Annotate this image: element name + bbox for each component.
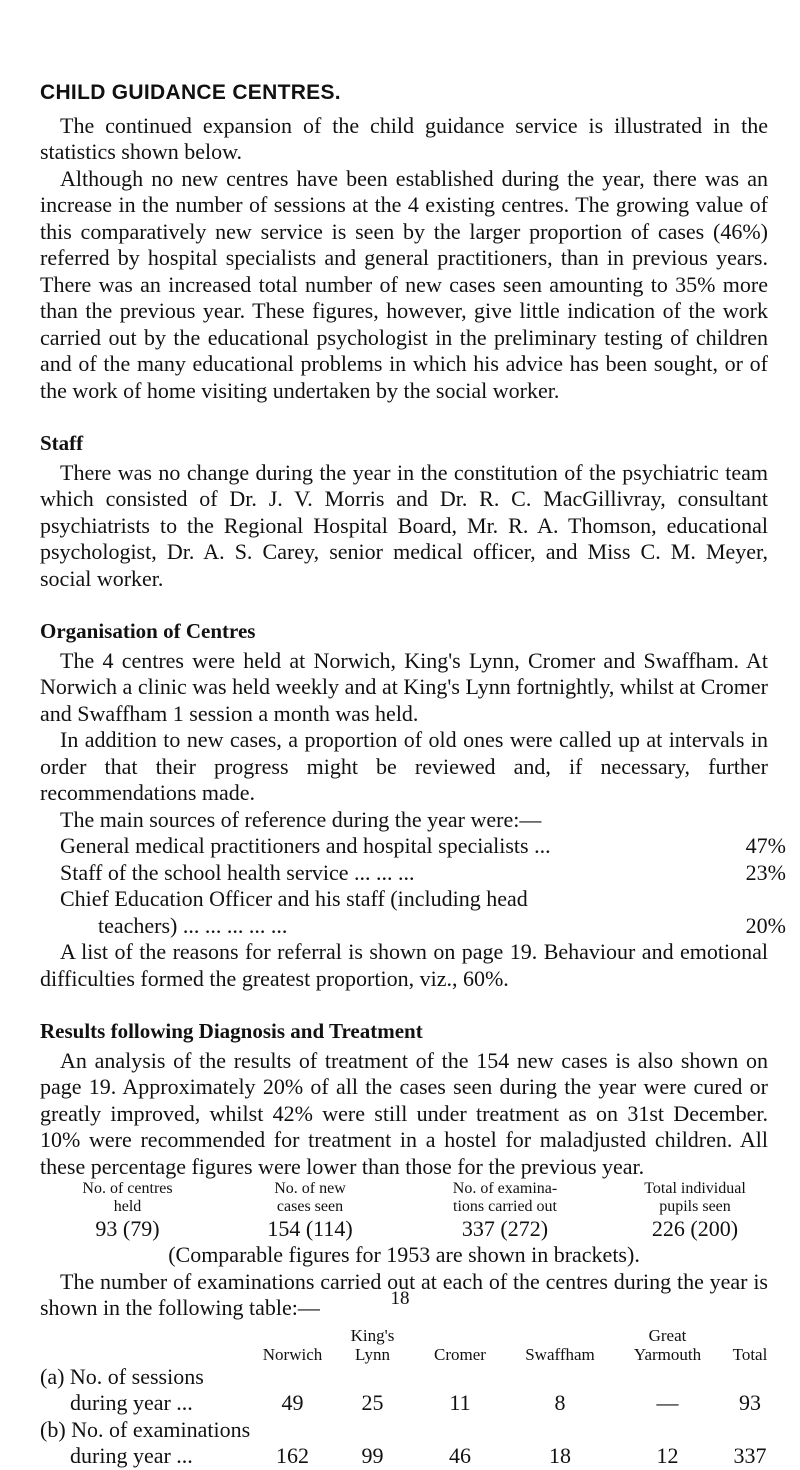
count-header: No. of new cases seen bbox=[274, 1180, 346, 1215]
source-pct: 20% bbox=[745, 912, 786, 938]
table-cell: 162 bbox=[276, 1443, 309, 1468]
row-label: (b) No. of examinations bbox=[40, 1416, 251, 1442]
organisation-heading: Organisation of Centres bbox=[40, 619, 256, 643]
table-cell: 12 bbox=[656, 1443, 679, 1468]
comparison-note: (Comparable figures for 1953 are shown in brackets). bbox=[168, 1242, 640, 1267]
results-heading: Results following Diagnosis and Treatment bbox=[40, 1019, 423, 1043]
table-header-cell: Total bbox=[732, 1344, 768, 1364]
table-row bbox=[40, 1390, 780, 1417]
table-row bbox=[40, 1364, 780, 1391]
table-header-cell: Cromer bbox=[434, 1344, 486, 1364]
table-header-cell: Norwich bbox=[262, 1344, 323, 1364]
source-pct: 47% bbox=[745, 833, 786, 858]
table-row bbox=[40, 1443, 780, 1470]
intro-paragraph-2: Although no new centres have been established during the year, there was an increase in the number of sessions at the 4 existing centres. The growing value of this comparatively new service is seen by the larger proportion of cases (46%) referred by hospital specialists and general practitioners, than in previous years. There was an increased total number of new cases seen amounting to 35% more than the previous year. These figures, however, give little indication of the work carried out by the educational psychologist in the preliminary testing of children and of the many educational problems in which his advice has been sought, or of the work of home visiting undertaken by the social worker. bbox=[40, 165, 768, 403]
table-row bbox=[40, 1417, 780, 1444]
table-cell: 18 bbox=[549, 1443, 571, 1468]
source-label: Staff of the school health service ... ... ... bbox=[60, 859, 415, 885]
table-header-cell: Swaffham bbox=[525, 1344, 595, 1364]
count-value: 154 (114) bbox=[267, 1216, 353, 1241]
organisation-paragraph-2: In addition to new cases, a proportion of old ones were called up at intervals in order that their progress might be reviewed and, if necessary, further recommendations made. bbox=[40, 727, 768, 805]
count-value: 337 (272) bbox=[461, 1216, 549, 1241]
row-label: during year ... bbox=[70, 1443, 193, 1468]
source-label: teachers) ... ... ... ... ... bbox=[98, 912, 288, 938]
source-row bbox=[40, 833, 786, 860]
organisation-paragraph-1: The 4 centres were held at Norwich, King's Lynn, Cromer and Swaffham. At Norwich a clinic was held weekly and at King's Lynn fortnightly, whilst at Cromer and Swaffham 1 session a month was held. bbox=[40, 647, 768, 726]
table-header-cell: Great Yarmouth bbox=[633, 1325, 702, 1364]
table-header-cell: King's Lynn bbox=[350, 1325, 395, 1364]
table-cell: 11 bbox=[449, 1390, 471, 1415]
count-value: 93 (79) bbox=[95, 1216, 160, 1241]
count-header: No. of examina- tions carried out bbox=[452, 1180, 558, 1215]
table-cell: 49 bbox=[281, 1390, 304, 1415]
source-pct: 23% bbox=[745, 859, 786, 885]
table-cell: 337 bbox=[733, 1443, 767, 1468]
document-page bbox=[40, 80, 786, 1470]
page-number: 18 bbox=[390, 1288, 410, 1309]
table-header-cell bbox=[40, 1326, 255, 1364]
row-label: (a) No. of sessions bbox=[40, 1363, 204, 1389]
source-label: General medical practitioners and hospital specialists ... bbox=[60, 833, 551, 858]
source-label: Chief Education Officer and his staff (including head bbox=[60, 886, 528, 911]
organisation-paragraph-4: A list of the reasons for referral is shown on page 19. Behaviour and emotional difficulties formed the greatest proportion, viz., 60%. bbox=[40, 939, 768, 991]
source-row bbox=[40, 886, 768, 913]
table-cell: 99 bbox=[361, 1443, 384, 1468]
table-header-row bbox=[40, 1326, 780, 1364]
results-paragraph-1: An analysis of the results of treatment of the 154 new cases is also shown on page 19. Approximately 20% of all the cases seen during the year were cured or greatly improved, whilst 42% were still under treatment as on 31st December. 10% were recommended for treatment in a hostel for maladjusted children. All these percentage figures were lower than those for the previous year. bbox=[40, 1047, 768, 1179]
organisation-paragraph-3: The main sources of reference during the year were:— bbox=[60, 806, 542, 832]
count-value: 226 (200) bbox=[651, 1216, 739, 1241]
table-cell: 46 bbox=[449, 1443, 471, 1468]
examinations-table bbox=[40, 1326, 780, 1470]
staff-paragraph: There was no change during the year in the constitution of the psychiatric team which consisted of Dr. J. V. Morris and Dr. R. C. MacGillivray, consultant psychiatrists to the Regional Hospital Board, Mr. R. A. Thomson, educational psychologist, Dr. A. S. Carey, senior medical officer, and Miss C. M. Meyer, social worker. bbox=[40, 459, 768, 591]
results-paragraph-2: The number of examinations carried out at each of the centres during the year is shown in the following table:— bbox=[40, 1268, 768, 1320]
table-cell: 93 bbox=[739, 1390, 761, 1415]
count-header: No. of centres held bbox=[82, 1180, 173, 1215]
table-cell: 8 bbox=[554, 1390, 566, 1415]
source-pct bbox=[736, 886, 786, 913]
table-cell: 25 bbox=[361, 1390, 384, 1415]
table-cell: — bbox=[656, 1390, 679, 1415]
staff-heading: Staff bbox=[40, 431, 84, 455]
count-header: Total individual pupils seen bbox=[644, 1180, 746, 1215]
row-label: during year ... bbox=[70, 1390, 193, 1415]
intro-paragraph-1: The continued expansion of the child guidance service is illustrated in the statistics shown below. bbox=[40, 112, 768, 164]
summary-counts bbox=[40, 1180, 768, 1242]
source-row bbox=[40, 859, 786, 887]
source-row bbox=[40, 912, 786, 940]
page-title: CHILD GUIDANCE CENTRES. bbox=[40, 81, 341, 104]
